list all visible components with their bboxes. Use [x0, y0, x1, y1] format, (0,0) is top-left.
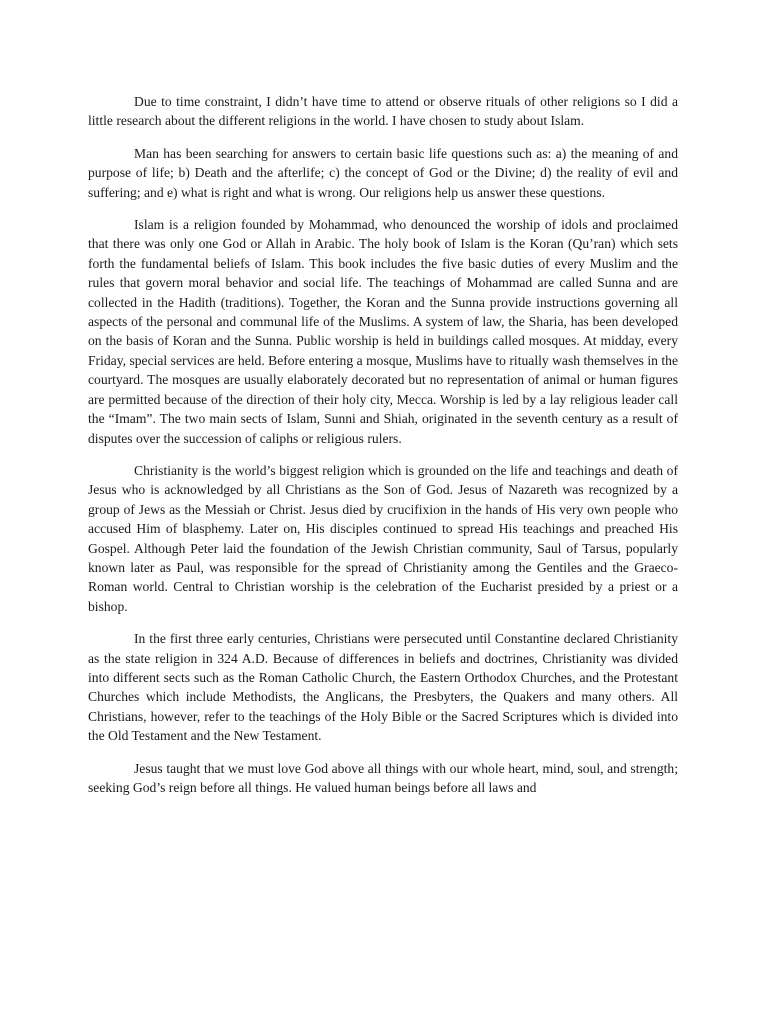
- paragraph-christian-history: In the first three early centuries, Christians were persecuted until Constantine declared Christianity as the state religion in 324 A.D. Because of differences in beliefs and doctrines, Christianity was divided into different sects such as the Roman Catholic Church, the Eastern Orthodox Churches, and the Protestant Churches which include Methodists, the Anglicans, the Presbyters, the Quakers and many others. All Christians, however, refer to the teachings of the Holy Bible or the Sacred Scriptures which is divided into the Old Testament and the New Testament.: [88, 631, 678, 744]
- paragraph-life-questions: Man has been searching for answers to certain basic life questions such as: a) the meaning of and purpose of life; b) Death and the afterlife; c) the concept of God or the Divine; d) the reality of evil and suffering; and e) what is right and what is wrong. Our religions help us answer these questions.: [88, 145, 678, 200]
- paragraph-jesus-teachings: Jesus taught that we must love God above all things with our whole heart, mind, soul, and strength; seeking God’s reign before all things. He valued human beings before all laws and: [88, 760, 678, 795]
- document-page: [88, 92, 678, 810]
- paragraph-islam: Islam is a religion founded by Mohammad, who denounced the worship of idols and proclaimed that there was only one God or Allah in Arabic. The holy book of Islam is the Koran (Qu’ran) which sets forth the fundamental beliefs of Islam. This book includes the five basic duties of every Muslim and the rules that govern moral behavior and social life. The teachings of Mohammad are called Sunna and are collected in the Hadith (traditions). Together, the Koran and the Sunna provide instructions governing all aspects of the personal and communal life of the Muslims. A system of law, the Sharia, has been developed on the basis of Koran and the Sunna. Public worship is held in buildings called mosques. At midday, every Friday, special services are held. Before entering a mosque, Muslims have to ritually wash themselves in the courtyard. The mosques are usually elaborately decorated but no representation of animal or human figures are permitted because of the direction of their holy city, Mecca. Worship is led by a lay religious leader call the “Imam”. The two main sects of Islam, Sunni and Shiah, originated in the seventh century as a result of disputes over the succession of caliphs or religious rulers.: [88, 217, 678, 446]
- paragraph-intro: Due to time constraint, I didn’t have time to attend or observe rituals of other religions so I did a little research about the different religions in the world. I have chosen to study about Islam.: [88, 94, 678, 129]
- paragraph-christianity: Christianity is the world’s biggest religion which is grounded on the life and teachings and death of Jesus who is acknowledged by all Christians as the Son of God. Jesus of Nazareth was recognized by a group of Jews as the Messiah or Christ. Jesus died by crucifixion in the hands of His very own people who accused Him of blasphemy. Later on, His disciples continued to spread His teachings and preached His Gospel. Although Peter laid the foundation of the Jewish Christian community, Saul of Tarsus, popularly known later as Paul, was responsible for the spread of Christianity among the Gentiles and the Graeco- Roman world. Central to Christian worship is the celebration of the Eucharist presided by a priest or a bishop.: [88, 462, 678, 614]
